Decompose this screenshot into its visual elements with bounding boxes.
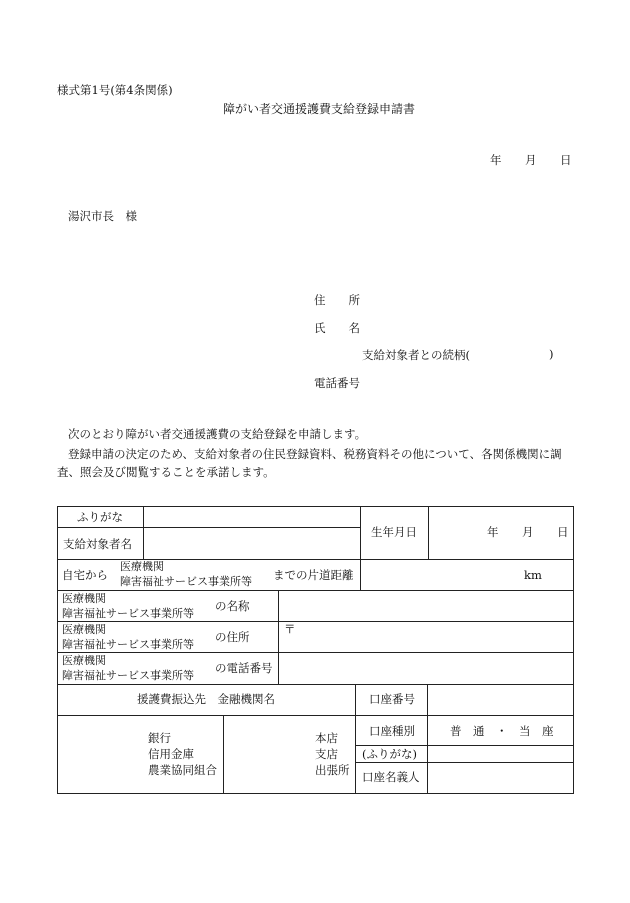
statement-line-3: 査、照会及び閲覧することを承諾します。 [57, 465, 275, 479]
applicant-relationship-close: ) [549, 347, 554, 361]
date-year: 年 [490, 153, 502, 167]
form-number: 様式第1号(第4条関係) [57, 83, 173, 97]
from-home-label: 自宅から [62, 568, 108, 582]
recipient-name-label: 支給対象者名 [63, 537, 132, 551]
distance-welfare-office: 障害福祉サービス事業所等 [120, 575, 252, 588]
birth-month: 月 [522, 525, 534, 539]
birth-date-label: 生年月日 [371, 525, 417, 539]
statement-line-2: 登録申請の決定のため、支給対象者の住民登録資料、税務資料その他について、各関係機関に調 [68, 447, 562, 461]
furigana-label: ふりがな [77, 510, 123, 524]
addressee: 湯沢市長 様 [68, 209, 137, 223]
inst-address-welfare: 障害福祉サービス事業所等 [62, 638, 194, 651]
inst-phone-medical: 医療機関 [62, 654, 106, 667]
birth-day: 日 [557, 525, 569, 539]
applicant-phone-label: 電話番号 [314, 376, 360, 390]
bank-type-bank: 銀行 [148, 731, 171, 745]
date-day: 日 [560, 153, 572, 167]
office-sub-branch: 出張所 [315, 763, 350, 777]
account-type-label: 口座種別 [369, 724, 415, 738]
form-title: 障がい者交通援護費支給登録申請書 [223, 102, 416, 116]
inst-phone-suffix: の電話番号 [215, 661, 273, 675]
date-month: 月 [525, 153, 537, 167]
km-unit: km [524, 568, 542, 582]
inst-name-suffix: の名称 [215, 599, 250, 613]
postal-mark: 〒 [284, 622, 296, 636]
distance-suffix-label: までの片道距離 [273, 568, 354, 582]
applicant-address-label: 住 所 [314, 293, 360, 307]
inst-address-medical: 医療機関 [62, 623, 106, 636]
bank-type-agri-coop: 農業協同組合 [148, 763, 217, 777]
inst-phone-welfare: 障害福祉サービス事業所等 [62, 669, 194, 682]
birth-year: 年 [487, 525, 499, 539]
holder-furigana-label: (ふりがな) [362, 747, 417, 761]
inst-address-suffix: の住所 [215, 630, 250, 644]
applicant-name-label: 氏 名 [314, 321, 360, 335]
account-holder-label: 口座名義人 [362, 770, 420, 784]
statement-line-1: 次のとおり障がい者交通援護費の支給登録を申請します。 [68, 427, 367, 441]
bank-type-credit-union: 信用金庫 [148, 747, 194, 761]
office-branch: 支店 [315, 747, 338, 761]
transfer-destination-label: 援護費振込先 金融機関名 [137, 692, 275, 706]
distance-medical-institution: 医療機関 [120, 560, 164, 573]
inst-name-welfare: 障害福祉サービス事業所等 [62, 607, 194, 620]
applicant-relationship-label: 支給対象者との続柄( [362, 348, 470, 362]
office-head: 本店 [315, 731, 338, 745]
account-type-value: 普 通 ・ 当 座 [450, 724, 554, 738]
account-number-label: 口座番号 [369, 692, 415, 706]
inst-name-medical: 医療機関 [62, 592, 106, 605]
